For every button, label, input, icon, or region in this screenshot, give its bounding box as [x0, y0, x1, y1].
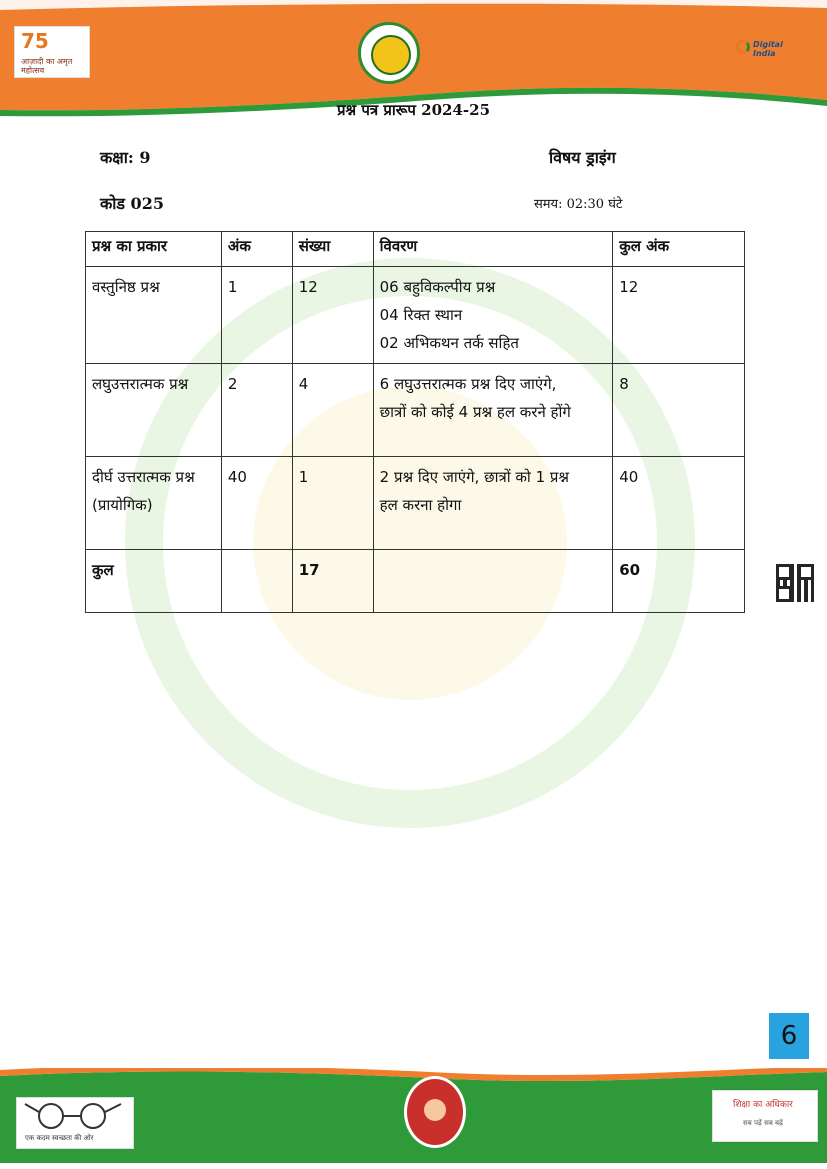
shiksha-ka-adhikar-logo	[712, 1090, 818, 1142]
cell-count: 4	[292, 364, 373, 457]
table-row	[86, 457, 745, 550]
detail-line: छात्रों को कोई 4 प्रश्न हल करने होंगे	[379, 403, 571, 421]
cell-marks: 1	[221, 267, 292, 364]
digital-india-logo	[733, 36, 803, 66]
question-pattern-table	[85, 231, 745, 613]
cell-marks: 2	[221, 364, 292, 457]
detail-line: 6 लघुउत्तरात्मक प्रश्न दिए जाएंगे,	[379, 375, 557, 393]
swachh-tagline: एक कदम स्वच्छता की ओर	[25, 1134, 94, 1142]
glasses-icon	[17, 1098, 133, 1132]
digital-india-icon	[736, 40, 750, 54]
detail-line: 06 बहुविकल्पीय प्रश्न	[379, 278, 496, 296]
cell-marks	[221, 550, 292, 613]
digital-india-text: Digital India	[753, 40, 783, 58]
cell-details	[373, 364, 613, 457]
detail-line: हल करना होगा	[379, 496, 462, 514]
qr-code-icon[interactable]	[776, 564, 814, 602]
header-marks: अंक	[221, 232, 292, 267]
cell-total: 8	[613, 364, 745, 457]
cell-details	[373, 550, 613, 613]
page-title: प्रश्न पत्र प्रारूप 2024-25	[336, 101, 491, 119]
azadi-ka-amrit-mahotsav-logo	[14, 26, 90, 78]
header-total-marks: कुल अंक	[613, 232, 745, 267]
board-seal-icon	[358, 22, 420, 84]
shiksha-text: शिक्षा का अधिकार	[733, 1100, 793, 1110]
cell-type: वस्तुनिष्ठ प्रश्न	[86, 267, 222, 364]
cell-type	[86, 457, 222, 550]
shiksha-tagline: सब पढ़ें सब बढ़ें	[743, 1119, 783, 1127]
table-total-row	[86, 550, 745, 613]
type-line: (प्रायोगिक)	[92, 496, 153, 514]
header-details: विवरण	[373, 232, 613, 267]
cell-details	[373, 457, 613, 550]
page-number: 6	[769, 1013, 809, 1059]
cell-details	[373, 267, 613, 364]
class-label: कक्षा: 9	[100, 148, 151, 167]
type-line: दीर्घ उत्तरात्मक प्रश्न	[92, 468, 195, 486]
logo-text: आज़ादी का अमृत महोत्सव	[21, 57, 73, 75]
table-row	[86, 364, 745, 457]
cell-count: 12	[292, 267, 373, 364]
cell-count: 1	[292, 457, 373, 550]
detail-line: 2 प्रश्न दिए जाएंगे, छात्रों को 1 प्रश्न	[379, 468, 570, 486]
detail-line: 04 रिक्त स्थान	[379, 306, 463, 324]
code-label: कोड 025	[100, 194, 164, 213]
cell-count: 17	[292, 550, 373, 613]
time-label: समय: 02:30 घंटे	[534, 197, 623, 212]
cell-marks: 40	[221, 457, 292, 550]
table-row	[86, 267, 745, 364]
cell-type: कुल	[86, 550, 222, 613]
cell-total: 40	[613, 457, 745, 550]
detail-line: 02 अभिकथन तर्क सहित	[379, 334, 519, 352]
subject-label: विषय ड्राइंग	[549, 148, 616, 167]
header-question-type: प्रश्न का प्रकार	[86, 232, 222, 267]
cell-type: लघुउत्तरात्मक प्रश्न	[86, 364, 222, 457]
logo-number: 75	[21, 29, 49, 53]
cell-total: 60	[613, 550, 745, 613]
table-header-row	[86, 232, 745, 267]
swachh-bharat-logo	[16, 1097, 134, 1149]
cell-total: 12	[613, 267, 745, 364]
girl-face-icon	[424, 1099, 446, 1121]
header-count: संख्या	[292, 232, 373, 267]
beti-bachao-logo	[404, 1076, 466, 1148]
